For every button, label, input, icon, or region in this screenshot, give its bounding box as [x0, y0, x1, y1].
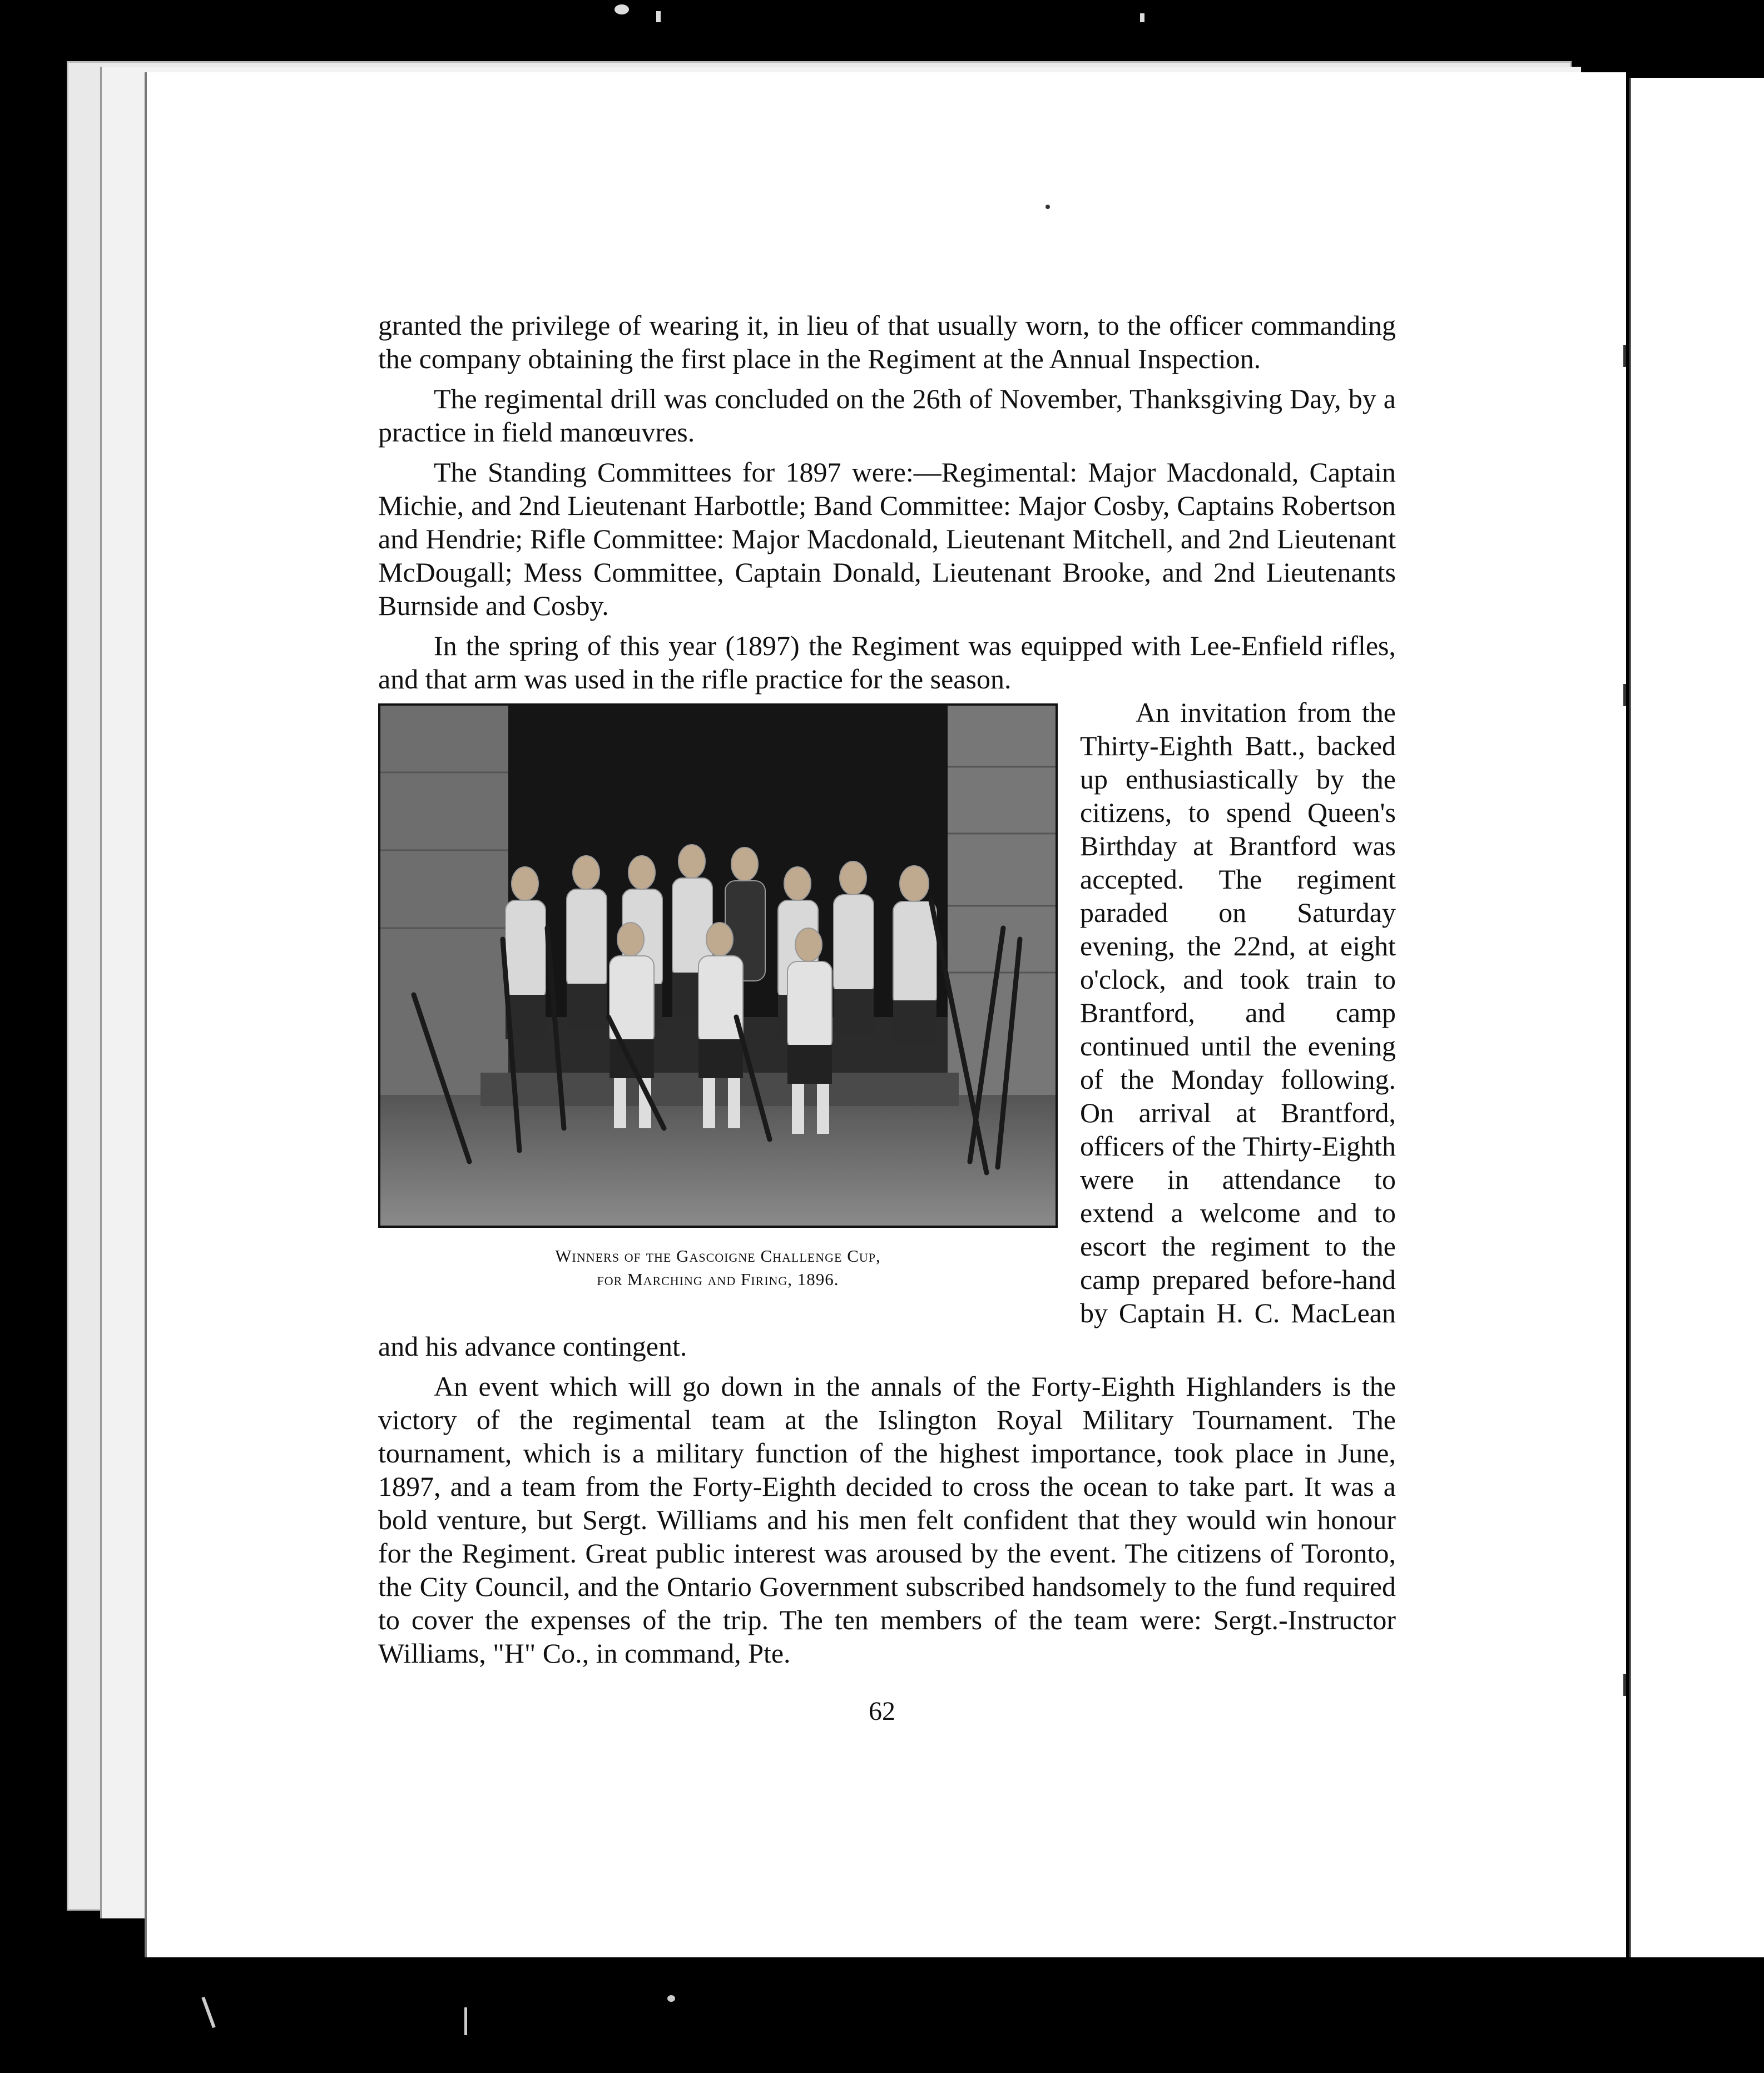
- paragraph-5: An invitation from the Thirty-Eighth Batt., backed up enthusiastically by the citizens, to spend Queen's Birthday at Brantford was accepted. The regiment paraded on Saturday evening, the 22nd, at eight o'clock, and took train to Brantford, and camp continued until the evening of the Monday following. On arrival at Brantford, officers of the Thirty-Eighth were in attendance to extend a welcome and to escort the regiment to the camp prepared before-hand by Captain H. C. MacLean and his advance contingent.: [378, 697, 1396, 1362]
- scan-speck: [1140, 13, 1144, 22]
- page-number-value: 62: [869, 1697, 895, 1726]
- facing-page-edge: [1629, 78, 1764, 1957]
- scan-speck: [615, 4, 629, 14]
- body-text: [378, 309, 1396, 1677]
- scan-speck: [201, 1997, 215, 2029]
- paragraph-6: An event which will go down in the annals of the Forty-Eighth Highlanders is the victory of the regimental team at the Islington Royal Military Tournament. The tournament, which is a military function of the highest importance, took place in June, 1897, and a team from the Forty-Eighth decided to cross the ocean to take part. It was a bold venture, but Sergt. Williams and his men felt confident that they would win honour for the Regiment. Great public interest was aroused by the event. The citizens of Toronto, the City Council, and the Ontario Government subscribed handsomely to the fund required to cover the expenses of the trip. The ten members of the team were: Sergt.-Instructor Williams, "H" Co., in command, Pte.: [378, 1371, 1396, 1669]
- figure-caption-line-2: for Marching and Firing, 1896.: [597, 1269, 839, 1289]
- figure-caption-line-1: Winners of the Gascoigne Challenge Cup,: [555, 1246, 881, 1266]
- team-photograph: [378, 703, 1058, 1228]
- scan-speck: [1623, 345, 1626, 367]
- team-photograph-image: [380, 706, 1056, 1226]
- paragraph-2: The regimental drill was concluded on the 26th of November, Thanksgiving Day, by a practice in field manœuvres.: [378, 383, 1396, 448]
- paragraph-1: granted the privilege of wearing it, in lieu of that usually worn, to the officer commanding the company obtaining the first place in the Regiment at the Annual Inspection.: [378, 310, 1396, 374]
- regiment-team-figure: [378, 703, 1058, 1291]
- scan-speck: [464, 2007, 467, 2035]
- page-number: [0, 1696, 1764, 1727]
- figure-caption: [378, 1244, 1058, 1291]
- paragraph-4-intro: In the spring of this year (1897) the Regiment was equipped with Lee-Enfield rifles, and that arm was used in the rifle practice for the season.: [378, 630, 1396, 695]
- scan-speck: [1623, 1674, 1626, 1696]
- paragraph-3: The Standing Committees for 1897 were:—Regimental: Major Macdonald, Captain Michie, and 2nd Lieutenant Harbottle; Band Committee: Major Cosby, Captains Robertson and Hendrie; Rifle Committee: Major Macdonald, Lieutenant Mitchell, and 2nd Lieutenant McDougall; Mess Committee, Captain Donald, Lieutenant Brooke, and 2nd Lieutenants Burnside and Cosby.: [378, 457, 1396, 621]
- scan-speck: [1623, 684, 1626, 706]
- scan-speck: [656, 11, 661, 22]
- scan-speck: [1045, 205, 1050, 209]
- scan-speck: [667, 1995, 675, 2002]
